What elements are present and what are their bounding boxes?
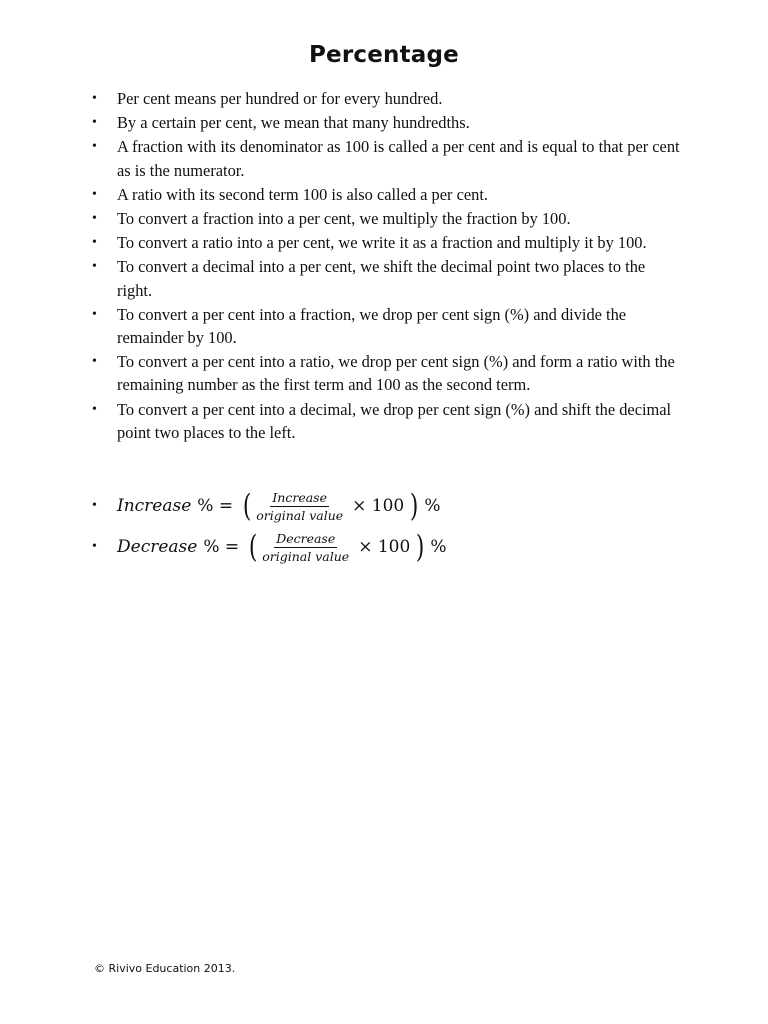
increase-formula <box>92 484 592 528</box>
formula-multiplier: × 100 <box>352 496 405 516</box>
list-item <box>84 303 684 349</box>
bullet-icon: • <box>92 91 97 106</box>
copyright-footer: © Rivivo Education 2013. <box>94 962 236 975</box>
bullet-icon: • <box>92 354 97 370</box>
fraction-denominator: original value <box>262 548 350 564</box>
decrease-formula <box>92 525 592 569</box>
bullet-icon: • <box>92 139 97 155</box>
formula-expression <box>117 528 447 565</box>
note-text: To convert a fraction into a per cent, we multiply the fraction by 100. <box>117 209 571 229</box>
formula-equals: % = <box>197 496 234 516</box>
bullet-icon: • <box>92 115 97 131</box>
formula-multiplier: × 100 <box>358 537 411 557</box>
list-item <box>84 135 684 181</box>
formula-percent: % <box>424 496 441 516</box>
close-paren: ) <box>410 487 419 524</box>
note-text: To convert a per cent into a decimal, we drop per cent sign (%) and shift the decimal point two places to the left. <box>117 399 672 442</box>
list-item <box>84 350 684 396</box>
list-item <box>84 183 684 206</box>
bullet-icon: • <box>92 235 97 251</box>
bullet-icon: • <box>92 539 97 554</box>
note-text: To convert a per cent into a ratio, we drop per cent sign (%) and form a ratio with the remaining number as the first term and 100 as the second term. <box>117 352 675 395</box>
fraction-denominator: original value <box>256 507 344 523</box>
notes-list <box>84 87 684 445</box>
fraction-numerator: Decrease <box>276 530 336 546</box>
page-title: Percentage <box>309 42 459 68</box>
fraction <box>256 490 343 523</box>
open-paren: ( <box>248 528 258 565</box>
fraction <box>262 531 349 564</box>
bullet-icon: • <box>92 401 97 417</box>
formula-equals: % = <box>203 537 240 557</box>
close-paren: ) <box>416 528 425 565</box>
formula-lhs: Decrease <box>117 537 198 557</box>
note-text: To convert a ratio into a per cent, we write it as a fraction and multiply it by 100. <box>117 233 647 253</box>
list-item <box>84 87 684 110</box>
bullet-icon: • <box>92 211 97 227</box>
fraction-numerator: Increase <box>272 489 327 505</box>
formula-expression <box>117 487 441 524</box>
note-text: Per cent means per hundred or for every hundred. <box>117 89 443 108</box>
list-item <box>84 207 684 230</box>
bullet-icon: • <box>92 186 97 202</box>
note-text: To convert a decimal into a per cent, we shift the decimal point two places to the right. <box>117 257 646 300</box>
note-text: To convert a per cent into a fraction, we drop per cent sign (%) and divide the remainder by 100. <box>117 304 627 348</box>
bullet-icon: • <box>92 306 97 322</box>
note-text: A ratio with its second term 100 is also called a per cent. <box>117 184 488 204</box>
note-text: By a certain per cent, we mean that many hundredths. <box>117 113 470 133</box>
list-item <box>84 398 684 444</box>
open-paren: ( <box>242 487 252 524</box>
list-item <box>84 255 684 301</box>
list-item <box>84 111 684 134</box>
bullet-icon: • <box>92 259 97 275</box>
note-text: A fraction with its denominator as 100 is called a per cent and is equal to that per cent as is the numerator. <box>117 137 680 180</box>
list-item <box>84 231 684 254</box>
formula-percent: % <box>430 537 447 557</box>
bullet-icon: • <box>92 498 97 513</box>
formula-lhs: Increase <box>117 496 192 516</box>
